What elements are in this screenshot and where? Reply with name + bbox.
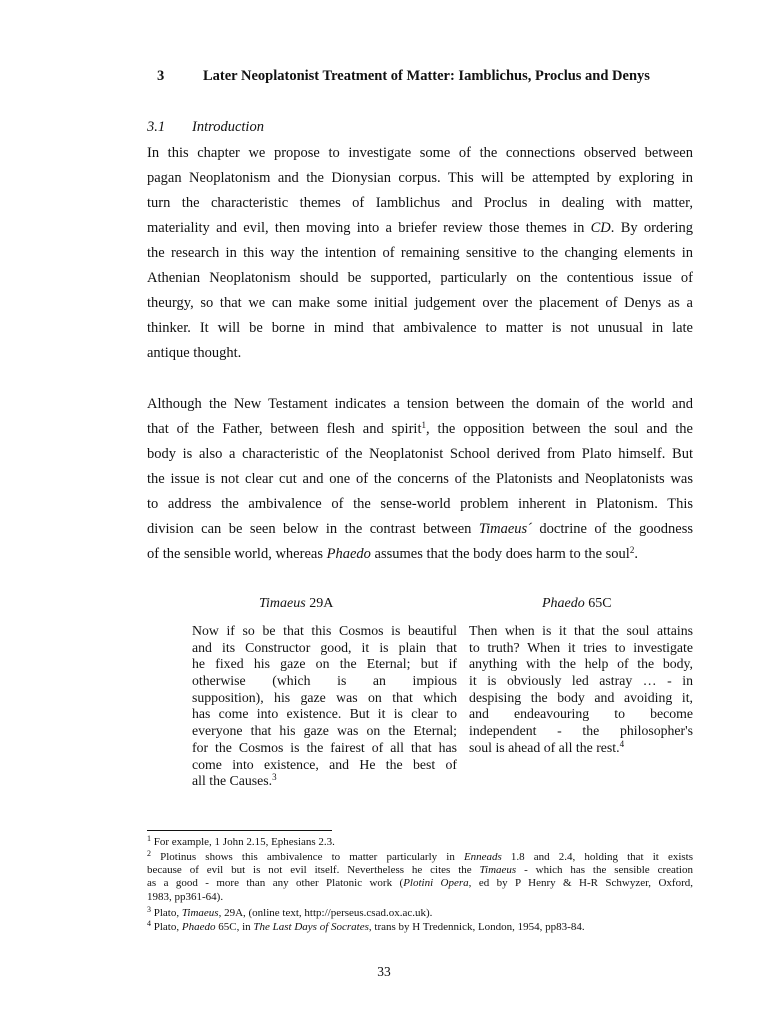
quote-line: and endeavouring to become [469,706,693,722]
footnote-divider [147,830,332,831]
text-line: of the sensible world, whereas Phaedo assumes that the body does harm to the soul$^2$. [147,545,638,562]
text-line: In this chapter we propose to investigate some of the connections observed between [147,145,693,161]
quote-line: all the Causes.$^3$ [192,772,277,789]
left-column-heading: Timaeus 29A [259,596,334,611]
quote-line: everyone that his gaze was on the Eternal; [192,723,457,739]
text-line: the research in this way the intention of remaining sensitive to the changing elements in [147,245,693,261]
section-title: Introduction [192,119,264,135]
footnote-ref: 2 [629,545,635,555]
section-number: 3.1 [147,119,166,135]
footnote-ref: 3 [272,772,277,783]
text-line: antique thought. [147,345,242,361]
quote-line: he fixed his gaze on the Eternal; but if [192,656,457,672]
text-line: the issue is not clear cut and one of the concerns of the Platonists and Neoplatonists was [147,471,693,487]
quote-line: and its Constructor good, it is plain that [192,639,457,655]
text-line: theurgy, so that we can make some initial judgement over the placement of Denys as a [147,295,693,311]
phaedo-quote [469,623,693,757]
quote-line: Then when is it that the soul attains [469,623,693,638]
text-line: thinker. It will be borne in mind that ambivalence to matter is not unusual in late [147,320,693,336]
quote-line: anything with the help of the body, [469,656,693,672]
quote-line: come into existence, and He the best of [192,756,457,772]
quote-line: otherwise (which is an impious [192,673,457,689]
text-line: body is also a characteristic of the Neoplatonist School derived from Plato himself. But [147,446,693,462]
quote-line: independent - the philosopher's [469,723,693,739]
section-heading [147,119,264,136]
paragraph-2 [147,392,693,567]
footnote-ref: 4 [619,738,625,749]
quote-line: despising the body and avoiding it, [469,689,693,705]
text-line: materiality and evil, then moving into a briefer review those themes in CD. By ordering [147,220,694,236]
text-line: Although the New Testament indicates a tension between the domain of the world and [147,396,693,412]
text-line: that of the Father, between flesh and spirit$^1$, the opposition between the soul and the [147,420,693,437]
quote-line: it is obviously led astray … - in [469,673,693,689]
page-number: 33 [377,964,391,979]
chapter-heading [157,68,650,85]
text-line: turn the characteristic themes of Iamblichus and Proclus in dealing with matter, [147,195,693,211]
quote-line: supposition), his gaze was on that which [192,689,457,705]
quote-line: Now if so be that this Cosmos is beautiful [192,623,457,638]
footnote-4: $^4$ Plato, Phaedo 65C, in The Last Days of Socrates, trans by H Tredennick, London, 1954, pp83-84. [147,919,585,933]
footnote-2: $^2$ Plotinus shows this ambivalence to matter particularly in Enneads 1.8 and 2.4, holding that it exists because of evil but is not evil itself. Nevertheless he cites the Timaeus - which has the sensible creation as a good - more than any other Platonic work (Plotini Opera, ed by P Henry & H-R Schwyzer, Oxford, 1983, pp361-64). [147,849,693,903]
timaeus-quote [192,623,457,790]
right-column-heading: Phaedo 65C [542,596,612,611]
footnote-1: $^1$ For example, 1 John 2.15, Ephesians 2.3. [147,834,335,848]
quote-line: has come into existence. But it is clear to [192,706,457,722]
chapter-number: 3 [157,68,165,84]
chapter-title: Later Neoplatonist Treatment of Matter: Iamblichus, Proclus and Denys [203,68,650,84]
footnote-3: $^3$ Plato, Timaeus, 29A, (online text, http://perseus.csad.ox.ac.uk). [147,905,433,919]
quote-line: soul is ahead of all the rest.$^4$ [469,738,625,755]
quote-line: for the Cosmos is the fairest of all that has [192,739,457,755]
footnote-ref: 1 [421,420,426,430]
quote-line: to truth? When it tries to investigate [469,639,693,655]
text-line: Athenian Neoplatonism should be supported, particularly on the contentious issue of [147,270,693,286]
text-line: to address the ambivalence of the sense-world problem inherent in Platonism. This [147,496,693,512]
text-line: pagan Neoplatonism and the Dionysian corpus. This will be attempted by exploring in [147,170,693,186]
paragraph-1 [147,141,693,366]
text-line: division can be seen below in the contrast between Timaeus´ doctrine of the goodness [147,521,693,537]
